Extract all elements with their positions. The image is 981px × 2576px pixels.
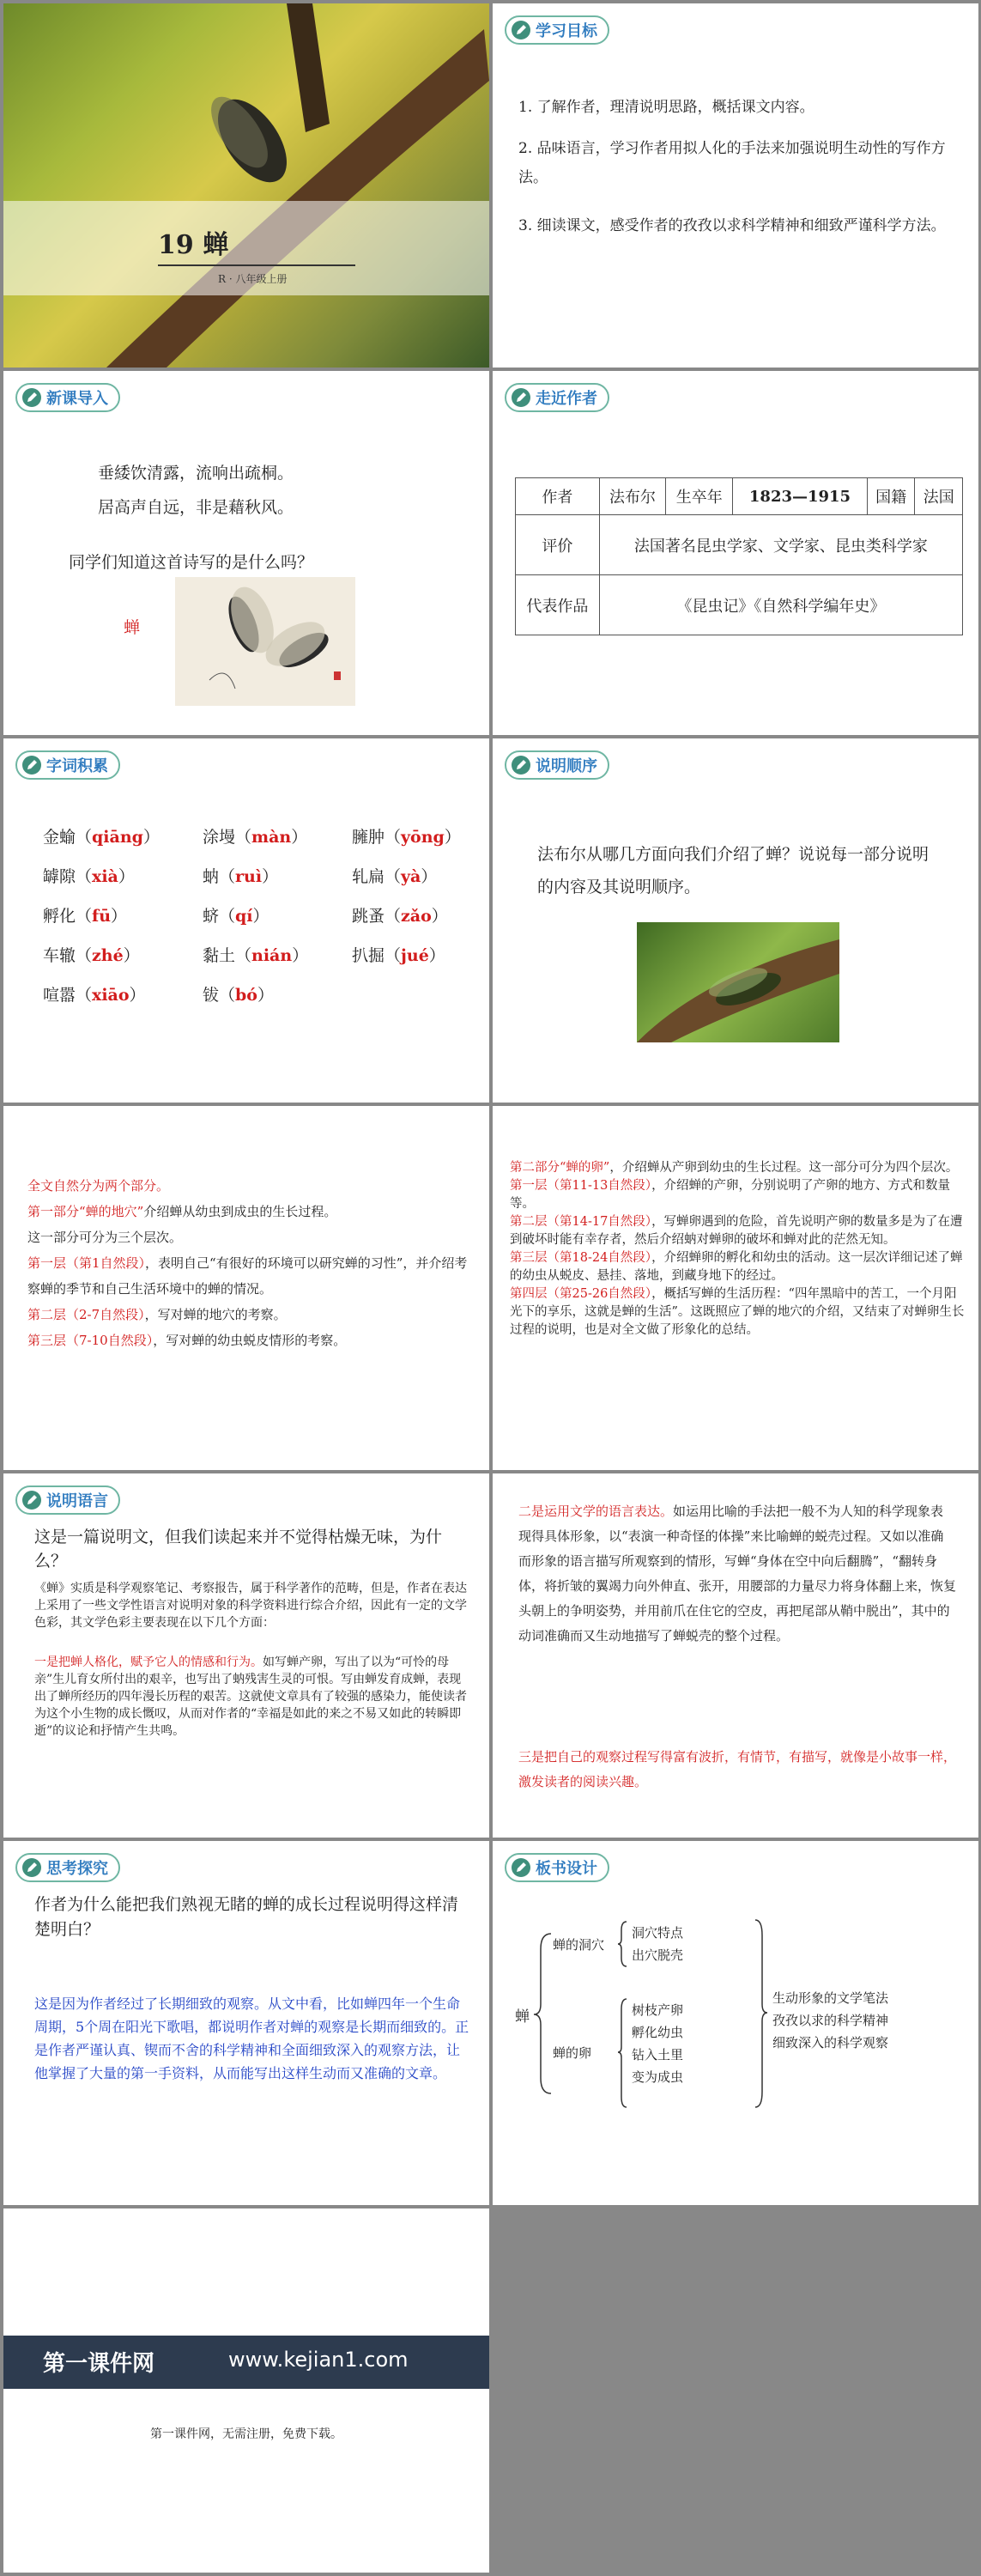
vocab-pinyin: xià: [92, 867, 118, 886]
vocab-word: 钹（: [203, 986, 236, 1005]
vocab-pinyin: jué: [401, 946, 429, 965]
vocab-close: ）: [421, 867, 438, 886]
pencil-icon: [512, 21, 530, 39]
pencil-icon: [22, 388, 41, 407]
vocab-close: ）: [262, 867, 279, 886]
goal-item: 1. 了解作者，理清说明思路，概括课文内容。: [518, 99, 814, 116]
vocab-pinyin: xiāo: [92, 986, 130, 1005]
cover-title: 19 蝉: [158, 230, 229, 260]
line-text: 如运用比喻的手法把一般不为人知的科学现象表现得具体形象，以“表演一种奇怪的体操”来比喻蝉的蜕壳过程。又如以准确而形象的语言描写所观察到的情形，写蝉“身体在空中向后翻腾”，“翻转身体，将折皱的翼竭力向外伸直、张开，用腰部的力量尽力将身体翻上来，恢复头朝上的争明姿势，并用前爪在住它的空皮，再把尾部从鞘中脱出”，其中的动词准确而又生动地描写了蝉蜕壳的整个过程。: [518, 1504, 957, 1643]
goal-item: 3. 细读课文，感受作者的孜孜以求科学精神和细致严谨科学方法。: [518, 217, 946, 234]
vocab-close: ）: [292, 946, 309, 965]
vocab-close: ）: [123, 946, 140, 965]
vocab-pinyin: nián: [251, 946, 293, 965]
cover-subtitle: R · 八年级上册: [218, 273, 288, 285]
vocab-word: 蛴（: [203, 907, 236, 926]
vocab-item: [352, 864, 437, 887]
line-text: ，介绍蝉的产卵，分别说明了产卵的地方、方式和数量等。: [510, 1179, 951, 1211]
badge-label: 思考探究: [46, 1860, 108, 1878]
line-text: ，表明自己“有很好的环境可以研究蝉的习性”，并介绍考察蝉的季节和自己生活环境中的蝉的情况。: [27, 1255, 468, 1297]
structure-line: 这一部分可分为三个层次。: [27, 1230, 183, 1245]
language-part2-slide: [493, 1473, 978, 1838]
author-table: [515, 477, 963, 635]
vocab-word: 扒掘（: [352, 946, 402, 965]
line-text: 介绍蝉从幼虫到成虫的生长过程。: [143, 1204, 337, 1219]
footer-brand: 第一课件网: [43, 2351, 155, 2377]
board-subitems: [632, 1999, 683, 2088]
badge-label: 说明语言: [46, 1492, 108, 1510]
language-question: 这是一篇说明文，但我们读起来并不觉得枯燥无味，为什么？: [34, 1528, 443, 1571]
pencil-icon: [22, 756, 41, 775]
board-subitem: 变为成虫: [632, 2069, 684, 2085]
line-text: ，写蝉卵遇到的危险，首先说明产卵的数量多是为了在遭到破坏时能有幸存者，然后介绍蚋对蝉卵的破坏和蝉对此的茫然无知。: [510, 1215, 963, 1247]
structure-line: [27, 1199, 470, 1224]
highlight: 二是运用文学的语言表达。: [518, 1504, 674, 1519]
badge-label: 新课导入: [46, 390, 108, 408]
pencil-icon: [22, 1491, 41, 1510]
table-row: [516, 515, 963, 575]
highlight: 第二层（2-7自然段）: [27, 1307, 145, 1322]
highlight: 一是把蝉人格化，赋予它人的情感和行为。: [34, 1656, 263, 1669]
highlight: 第三层（第18-24自然段）: [510, 1251, 652, 1265]
vocab-word: 金蝓（: [43, 828, 93, 847]
line-text: ，写对蝉的地穴的考察。: [144, 1307, 287, 1322]
footer-url[interactable]: www.kejian1.com: [228, 2348, 409, 2372]
intro-slide: [3, 371, 489, 735]
vocab-pinyin: màn: [251, 828, 292, 847]
highlight: 第二部分“蝉的卵”: [510, 1161, 610, 1175]
language-paragraph: 《蝉》实质是科学观察笔记、考察报告，属于科学著作的范畴，但是，作者在表达上采用了一些文学性语言对说明对象的科学资料进行综合介绍，因此有一定的文学色彩，其文学色彩主要表现在以下几个方面：: [34, 1582, 467, 1630]
goals-badge: [505, 15, 609, 45]
line-text: ，写对蝉的幼虫蜕皮情形的考察。: [153, 1333, 347, 1348]
structure-line: 全文自然分为两个部分。: [27, 1178, 170, 1194]
cover-divider: [158, 264, 355, 266]
order-badge: [505, 750, 609, 780]
table-cell: 法国: [915, 478, 963, 515]
order-slide: [493, 738, 978, 1103]
intro-answer: 蝉: [124, 618, 141, 637]
poem-line-2: 居高声自远，非是藉秋风。: [98, 498, 294, 517]
vocab-word: 黏土（: [203, 946, 252, 965]
author-badge: [505, 383, 609, 412]
vocab-word: 孵化（: [43, 907, 93, 926]
vocab-word: 罅隙（: [43, 867, 93, 886]
poem-line-1: 垂緌饮清露，流响出疏桐。: [98, 464, 294, 483]
badge-label: 板书设计: [536, 1860, 597, 1878]
line-text: 如写蝉产卵，写出了以为“可怜的母亲”生儿育女所付出的艰辛，也写出了蚋残害生灵的可恨。写由蝉发育成蝉，表现出了蝉所经历的四年漫长历程的艰苦。这就使文章具有了较强的感染力，能使读者为这个小生物的成长慨叹，从而对作者的“幸福是如此的来之不易又如此的转瞬即逝”的议论和抒情产生共鸣。: [34, 1656, 467, 1738]
board-root: 蝉: [515, 2008, 530, 2026]
intro-question: 同学们知道这首诗写的是什么吗？: [69, 553, 314, 572]
vocab-item: [203, 943, 308, 966]
table-cell: 1823—1915: [733, 478, 868, 515]
vocab-close: ）: [257, 986, 274, 1005]
structure-line: [510, 1249, 965, 1285]
board-subitem: 孵化幼虫: [632, 2025, 684, 2040]
badge-label: 学习目标: [536, 22, 597, 40]
board-subitem: 出穴脱壳: [632, 1947, 684, 1963]
vocab-badge: [15, 750, 120, 780]
vocab-pinyin: yà: [401, 867, 421, 886]
board-subitem: 洞穴特点: [632, 1925, 684, 1941]
table-cell: 国籍: [867, 478, 914, 515]
table-cell: 作者: [516, 478, 600, 515]
language-badge: [15, 1485, 120, 1515]
pencil-icon: [512, 756, 530, 775]
branch-illustration: [3, 3, 489, 368]
vocab-item: [203, 982, 274, 1005]
highlight: 第四层（第25-26自然段）: [510, 1287, 652, 1301]
explore-answer: 这是因为作者经过了长期细致的观察。从文中看，比如蝉四年一个生命周期，5个周在阳光下歌唱，都说明作者对蝉的观察是长期而细致的。正是作者严谨认真、锲而不舍的科学精神和全面细致深入的观察方法，让他掌握了大量的第一手资料，从而能写出这样生动而又准确的文章。: [34, 1996, 469, 2081]
board-branch: 蝉的卵: [553, 2045, 592, 2061]
vocab-item: [203, 903, 269, 927]
board-summary-line: 生动形象的文学笔法: [772, 1990, 889, 2006]
cicada-photo-image: [637, 922, 839, 1042]
structure-part1-slide: [3, 1106, 489, 1470]
vocab-word: 臃肿（: [352, 828, 402, 847]
badge-label: 说明顺序: [536, 757, 597, 775]
order-question: 法布尔从哪几方面向我们介绍了蝉？说说每一部分说明的内容及其说明顺序。: [537, 845, 930, 896]
vocab-pinyin: fū: [92, 907, 112, 926]
vocab-close: ）: [142, 828, 160, 847]
board-subitem: 树枝产卵: [632, 2002, 684, 2018]
highlight: 第二层（第14-17自然段）: [510, 1215, 652, 1229]
vocab-item: [352, 943, 445, 966]
vocab-pinyin: zhé: [92, 946, 124, 965]
table-cell: 评价: [516, 515, 600, 575]
line-text: ，介绍蝉卵的孵化和幼虫的活动。这一层次详细记述了蝉的幼虫从蜕皮、悬挂、落地，到藏身地下的经过。: [510, 1251, 963, 1283]
language-paragraph: 三是把自己的观察过程写得富有波折，有情节，有描写，就像是小故事一样，激发读者的阅读兴趣。: [518, 1749, 957, 1789]
vocab-word: 车辙（: [43, 946, 93, 965]
vocab-item: [43, 982, 146, 1005]
table-cell: 代表作品: [516, 575, 600, 635]
explore-badge: [15, 1853, 120, 1882]
vocab-pinyin: ruì: [235, 867, 263, 886]
vocab-close: ）: [252, 907, 269, 926]
vocab-item: [43, 943, 140, 966]
board-summary-line: 细致深入的科学观察: [772, 2035, 889, 2050]
structure-line: [27, 1250, 470, 1302]
pencil-icon: [22, 1858, 41, 1877]
vocab-close: ）: [111, 907, 128, 926]
vocab-word: 喧嚣（: [43, 986, 93, 1005]
board-summary-line: 孜孜以求的科学精神: [772, 2013, 889, 2028]
structure-part2-slide: [493, 1106, 978, 1470]
structure-line: [27, 1327, 470, 1353]
board-subitems: [632, 1922, 683, 1966]
vocab-close: ）: [428, 946, 445, 965]
language-paragraph: [518, 1499, 956, 1649]
author-slide: [493, 371, 978, 735]
vocab-pinyin: bó: [235, 986, 257, 1005]
vocab-pinyin: qí: [235, 907, 253, 926]
vocab-slide: [3, 738, 489, 1103]
structure-line: [510, 1285, 965, 1340]
vocab-item: [352, 824, 461, 848]
vocab-item: [203, 864, 278, 887]
vocab-item: [203, 824, 307, 848]
board-slide: [493, 1841, 978, 2205]
table-row: [516, 575, 963, 635]
vocab-item: [43, 864, 135, 887]
vocab-close: ）: [118, 867, 135, 886]
explore-question: 作者为什么能把我们熟视无睹的蝉的成长过程说明得这样清楚明白？: [34, 1895, 459, 1939]
board-branch: 蝉的洞穴: [553, 1937, 605, 1953]
explore-slide: [3, 1841, 489, 2205]
vocab-item: [43, 824, 160, 848]
structure-line: [27, 1302, 470, 1327]
highlight: 第一层（第1自然段）: [27, 1255, 146, 1271]
structure-text: [510, 1159, 965, 1340]
goal-item: 2. 品味语言，学习作者用拟人化的手法来加强说明生动性的写作方法。: [518, 140, 946, 186]
table-cell: 法布尔: [599, 478, 666, 515]
board-brackets: [493, 1841, 978, 2205]
empty-slot: [493, 2208, 978, 2573]
cicada-painting-image: [175, 577, 355, 706]
vocab-word: 蚋（: [203, 867, 236, 886]
structure-line: [510, 1159, 965, 1177]
board-subitem: 钻入土里: [632, 2047, 684, 2063]
structure-line: [510, 1213, 965, 1249]
line-text: ，介绍蝉从产卵到幼虫的生长过程。这一部分可分为四个层次。: [609, 1161, 959, 1175]
table-cell: 《昆虫记》《自然科学编年史》: [599, 575, 962, 635]
footer-slide: [3, 2208, 489, 2573]
badge-label: 字词积累: [46, 757, 108, 775]
badge-label: 走近作者: [536, 390, 597, 408]
cover-slide: [3, 3, 489, 368]
vocab-item: [43, 903, 127, 927]
table-cell: 生卒年: [666, 478, 733, 515]
vocab-word: 跳蚤（: [352, 907, 402, 926]
highlight: 第三层（7-10自然段）: [27, 1333, 154, 1348]
vocab-close: ）: [431, 907, 448, 926]
vocab-pinyin: yōng: [401, 828, 445, 847]
structure-line: [510, 1177, 965, 1213]
goals-slide: [493, 3, 978, 368]
table-row: [516, 478, 963, 515]
highlight: 第一层（第11-13自然段）: [510, 1179, 652, 1193]
vocab-pinyin: zǎo: [401, 907, 432, 926]
board-summary: [772, 1987, 888, 2054]
table-cell: 法国著名昆虫学家、文学家、昆虫类科学家: [599, 515, 962, 575]
pencil-icon: [512, 388, 530, 407]
structure-text: [27, 1173, 470, 1353]
vocab-close: ）: [444, 828, 461, 847]
language-part1-slide: [3, 1473, 489, 1838]
vocab-item: [352, 903, 448, 927]
language-paragraph: [34, 1654, 472, 1740]
line-text: ，概括写蝉的生活历程：“四年黑暗中的苦工，一个月阳光下的享乐，这就是蝉的生活”。这既照应了蝉的地穴的介绍，又结束了对蝉卵生长过程的说明，也是对全文做了形象化的总结。: [510, 1287, 965, 1337]
intro-badge: [15, 383, 120, 412]
vocab-close: ）: [129, 986, 146, 1005]
footer-note: 第一课件网，无需注册，免费下载。: [150, 2427, 342, 2441]
vocab-pinyin: qiāng: [92, 828, 143, 847]
vocab-close: ）: [291, 828, 308, 847]
vocab-word: 轧扁（: [352, 867, 402, 886]
vocab-word: 涂墁（: [203, 828, 252, 847]
highlight: 第一部分“蝉的地穴”: [27, 1204, 144, 1219]
